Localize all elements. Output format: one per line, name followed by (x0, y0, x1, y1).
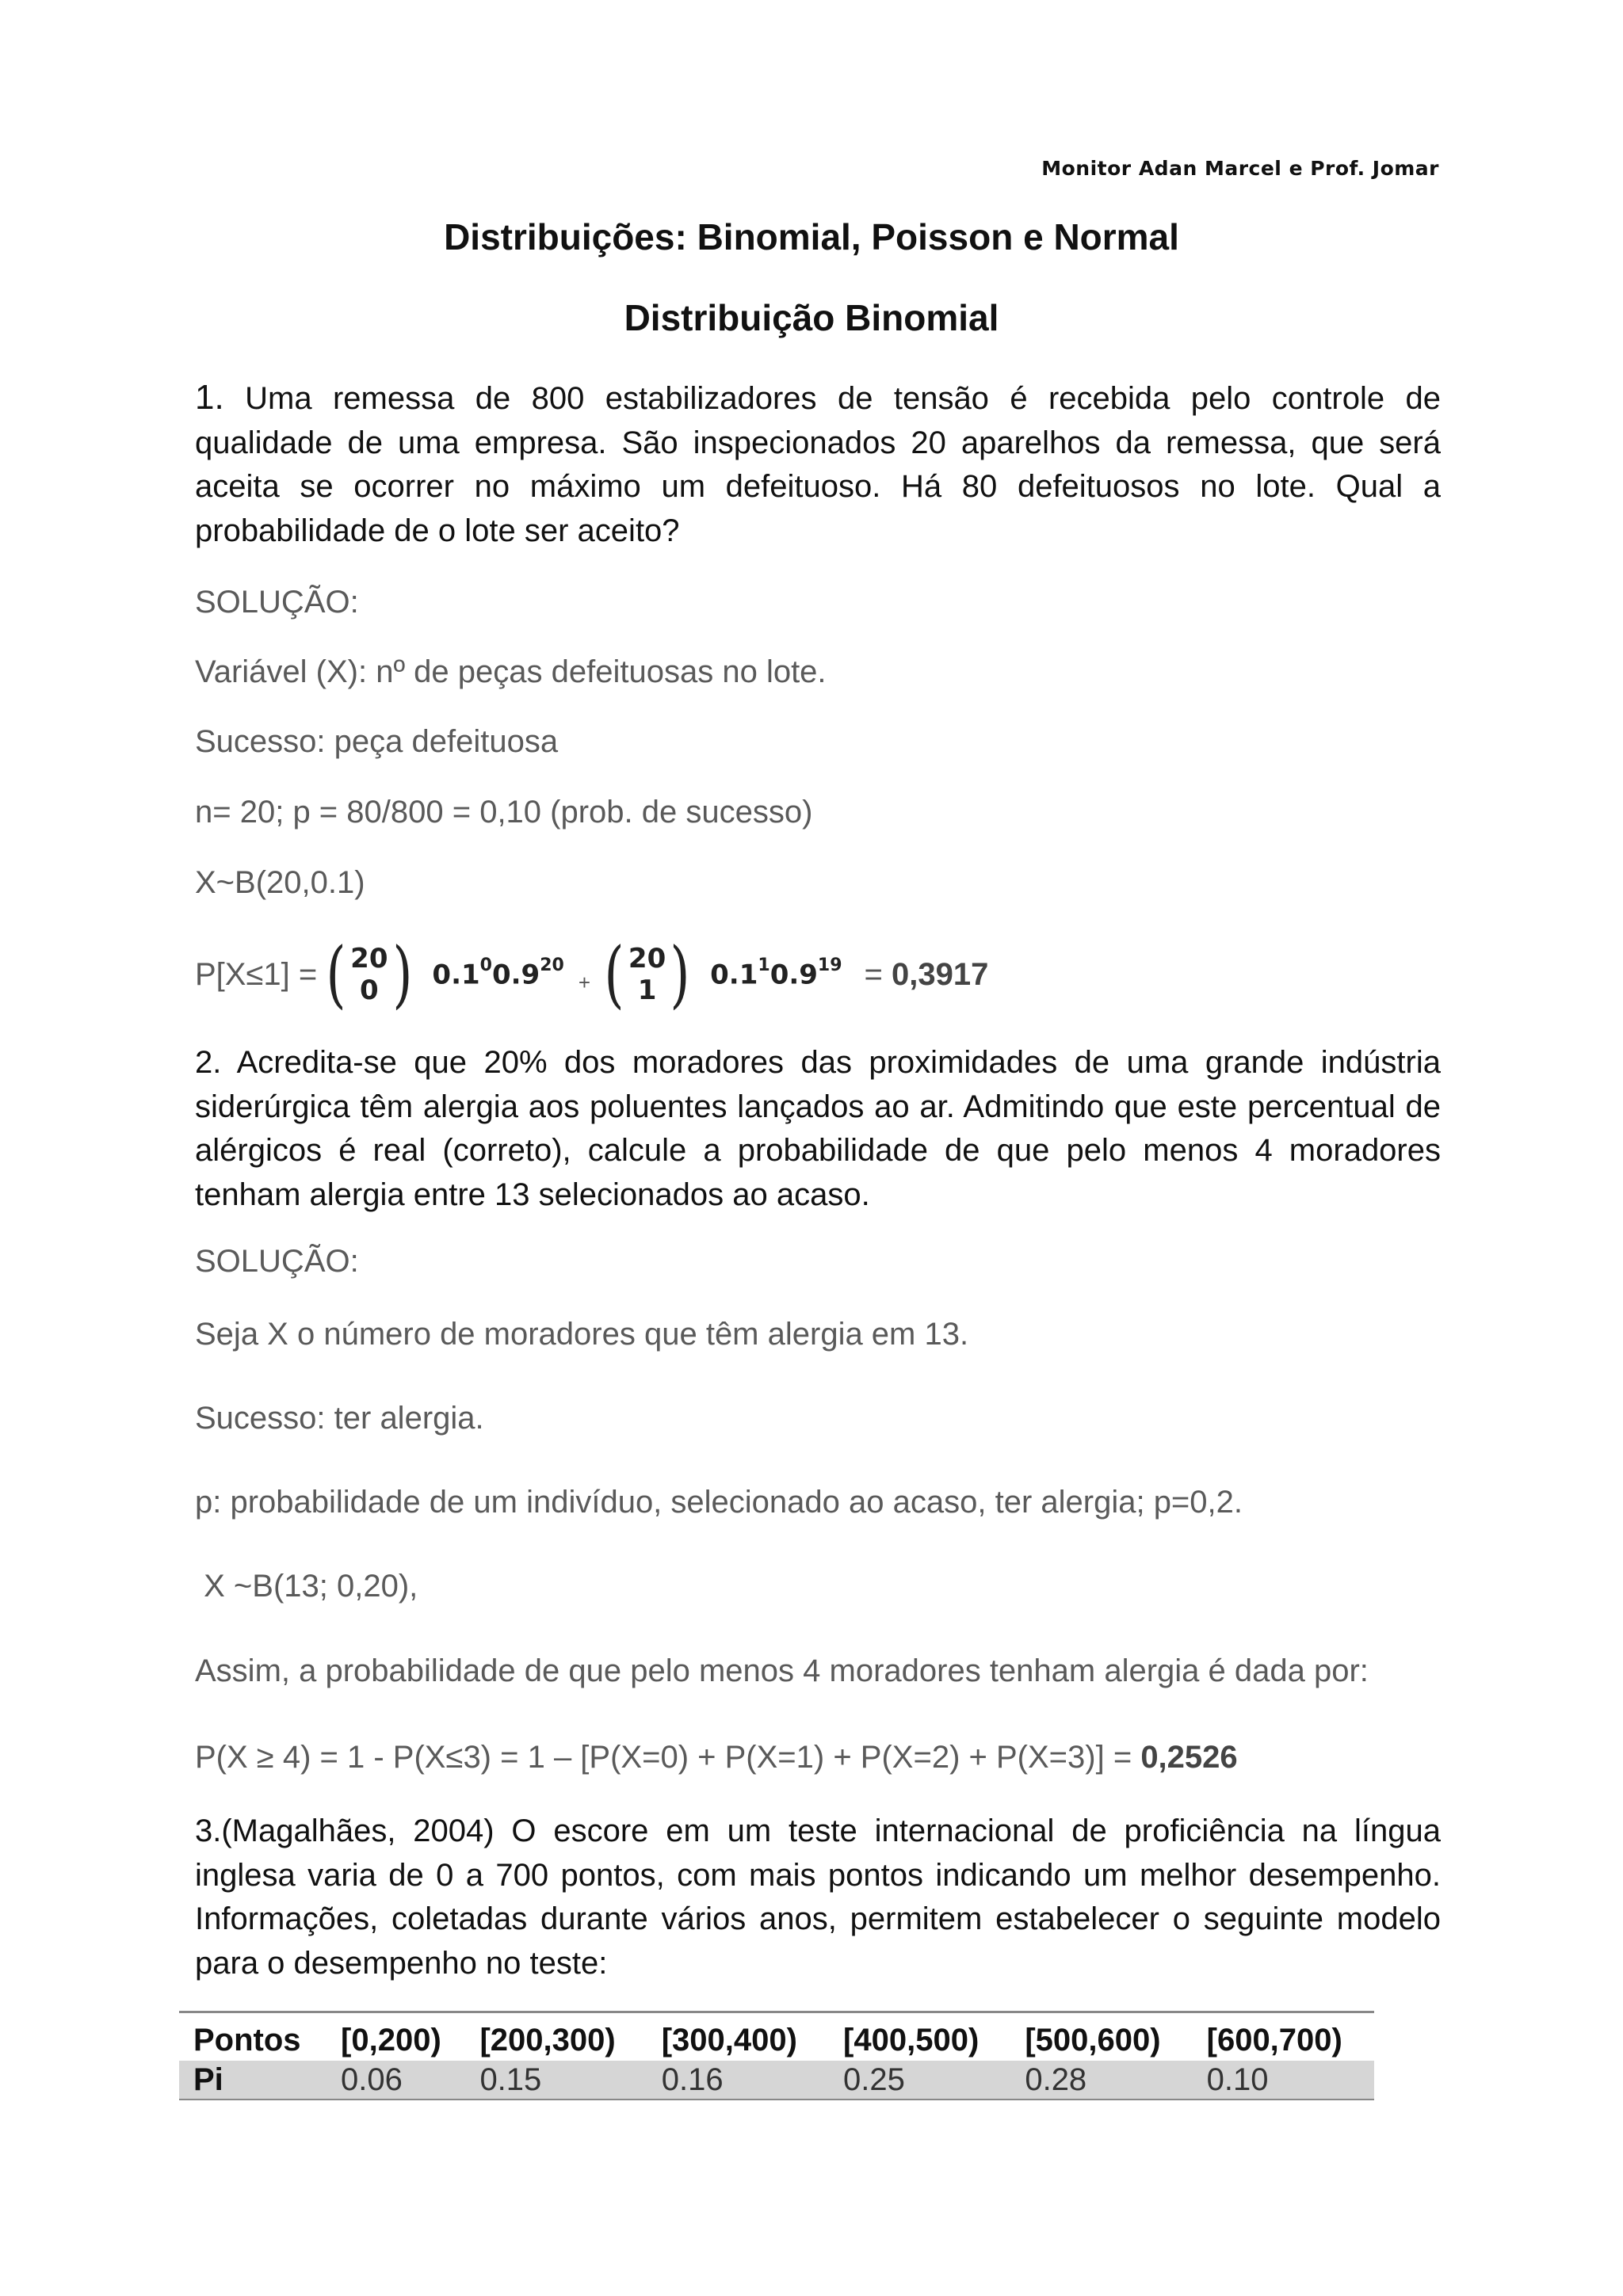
table-header-cell: [200,300) (465, 2012, 647, 2061)
binom-1-n: 20 (350, 943, 388, 974)
question-1-number: 1. (195, 378, 224, 417)
q2-line-3: p: probabilidade de um indivíduo, selecionado ao acaso, ter alergia; p=0,2. (195, 1485, 1243, 1520)
table-header-cell: Pontos (179, 2012, 327, 2061)
q2-line-4: X ~B(13; 0,20), (195, 1569, 418, 1604)
power-term-2: $0.1^10.9^{19}$ (710, 955, 842, 991)
question-2: 2. Acredita-se que 20% dos moradores das proximidades de uma grande indústria siderúrgica têm alergia aos poluentes lançados ao ar. Admitindo que este percentual de alérgicos é real (correto), calcule a probabilidade de que pelo menos 4 moradores tenham alergia entre 13 selecionados ao acaso. (195, 1045, 1441, 1212)
binom-1-k: 0 (360, 974, 379, 1006)
table-header-cell: [600,700) (1193, 2012, 1374, 2061)
table-cell: 0.16 (647, 2061, 829, 2100)
section-title: Distribuição Binomial (624, 297, 999, 338)
q1-solution-label: SOLUÇÃO: (195, 585, 359, 620)
binomial-coefficient-1: ( 20 0 ) (326, 932, 413, 1016)
formula-plus: + (578, 970, 590, 994)
table-header-row (179, 2012, 1374, 2061)
formula-lhs: P[X≤1] = (195, 956, 318, 992)
table-cell: 0.28 (1010, 2061, 1192, 2100)
document-title: Distribuições: Binomial, Poisson e Normal (444, 216, 1179, 257)
table-header-cell: [0,200) (327, 2012, 465, 2061)
question-1 (195, 376, 1441, 553)
table-row (179, 2061, 1374, 2100)
question-3: 3.(Magalhães, 2004) O escore em um teste internacional de proficiência na língua inglesa varia de 0 a 700 pontos, com mais pontos indicando um melhor desempenho. Informações, coletadas durante vários anos, permitem estabelecer o seguinte modelo para o desempenho no teste: (195, 1814, 1441, 1981)
table-cell: 0.06 (327, 2061, 465, 2100)
q2-line-1: Seja X o número de moradores que têm alergia em 13. (195, 1317, 969, 1352)
binom-2-n: 20 (628, 943, 666, 974)
table-header-cell: [400,500) (829, 2012, 1010, 2061)
q1-params: n= 20; p = 80/800 = 0,10 (prob. de sucesso) (195, 795, 813, 830)
q2-line-2: Sucesso: ter alergia. (195, 1401, 484, 1436)
q1-distribution: X~B(20,0.1) (195, 865, 365, 900)
formula-result: = 0,3917 (864, 956, 989, 992)
table-header-cell: [300,400) (647, 2012, 829, 2061)
q2-line-5: Assim, a probabilidade de que pelo menos 4 moradores tenham alergia é dada por: (195, 1653, 1369, 1688)
table-cell: 0.25 (829, 2061, 1010, 2100)
table-cell: 0.10 (1193, 2061, 1374, 2100)
q1-success: Sucesso: peça defeituosa (195, 724, 559, 759)
q2-line-6: P(X ≥ 4) = 1 - P(X≤3) = 1 – [P(X=0) + P(X=1) + P(X=2) + P(X=3)] = 0,2526 (195, 1740, 1238, 1775)
q2-result: 0,2526 (1140, 1740, 1238, 1775)
table-cell: 0.15 (465, 2061, 647, 2100)
binomial-coefficient-2: ( 20 1 ) (604, 932, 690, 1016)
q1-formula (195, 932, 989, 1016)
question-1-text: Uma remessa de 800 estabilizadores de tensão é recebida pelo controle de qualidade de uma empresa. São inspecionados 20 aparelhos da remessa, que será aceita se ocorrer no máximo um defeituoso. Há 80 defeituosos no lote. Qual a probabilidade de o lote ser aceito? (195, 381, 1441, 548)
q1-variable: Variável (X): nº de peças defeituosas no lote. (195, 654, 827, 689)
page-header: Monitor Adan Marcel e Prof. Jomar (1041, 157, 1439, 180)
binom-2-k: 1 (637, 974, 657, 1006)
table-cell: Pi (179, 2061, 327, 2100)
table-header-cell: [500,600) (1010, 2012, 1192, 2061)
score-distribution-table (179, 2011, 1374, 2100)
power-term-1: $0.1^00.9^{20}$ (432, 955, 564, 991)
q2-solution-label: SOLUÇÃO: (195, 1244, 359, 1279)
